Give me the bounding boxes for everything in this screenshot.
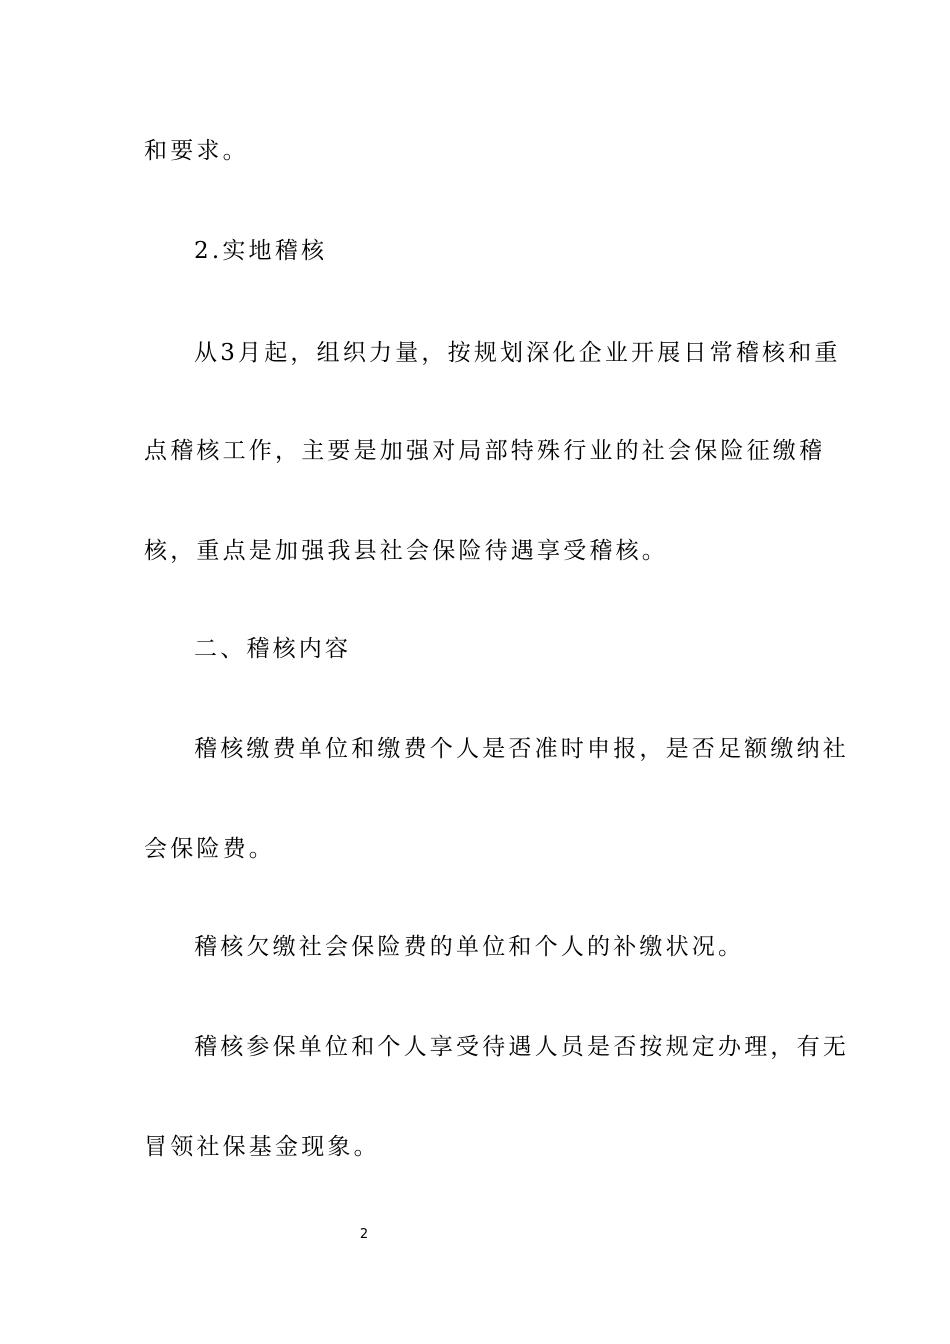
page-number: 2 [359, 1227, 369, 1242]
paragraph-field-audit-line-3: 核，重点是加强我县社会保险待遇享受稽核。 [144, 538, 668, 564]
paragraph-field-audit-line-1: 从3月起，组织力量，按规划深化企业开展日常稽核和重 [194, 340, 841, 366]
section-heading-audit-content: 二、稽核内容 [194, 636, 352, 662]
paragraph-benefit-audit-line-2: 冒领社保基金现象。 [144, 1134, 380, 1160]
paragraph-field-audit-line-2: 点稽核工作，主要是加强对局部特殊行业的社会保险征缴稽 [144, 438, 826, 464]
paragraph-contribution-audit-line-1: 稽核缴费单位和缴费个人是否准时申报，是否足额缴纳社 [194, 736, 849, 762]
paragraph-benefit-audit-line-1: 稽核参保单位和个人享受待遇人员是否按规定办理，有无 [194, 1034, 849, 1060]
text-line-continuation-requirements: 和要求。 [144, 138, 249, 164]
paragraph-arrears-audit: 稽核欠缴社会保险费的单位和个人的补缴状况。 [194, 934, 745, 960]
paragraph-contribution-audit-line-2: 会保险费。 [144, 836, 275, 862]
subheading-field-audit: 2.实地稽核 [194, 238, 328, 264]
